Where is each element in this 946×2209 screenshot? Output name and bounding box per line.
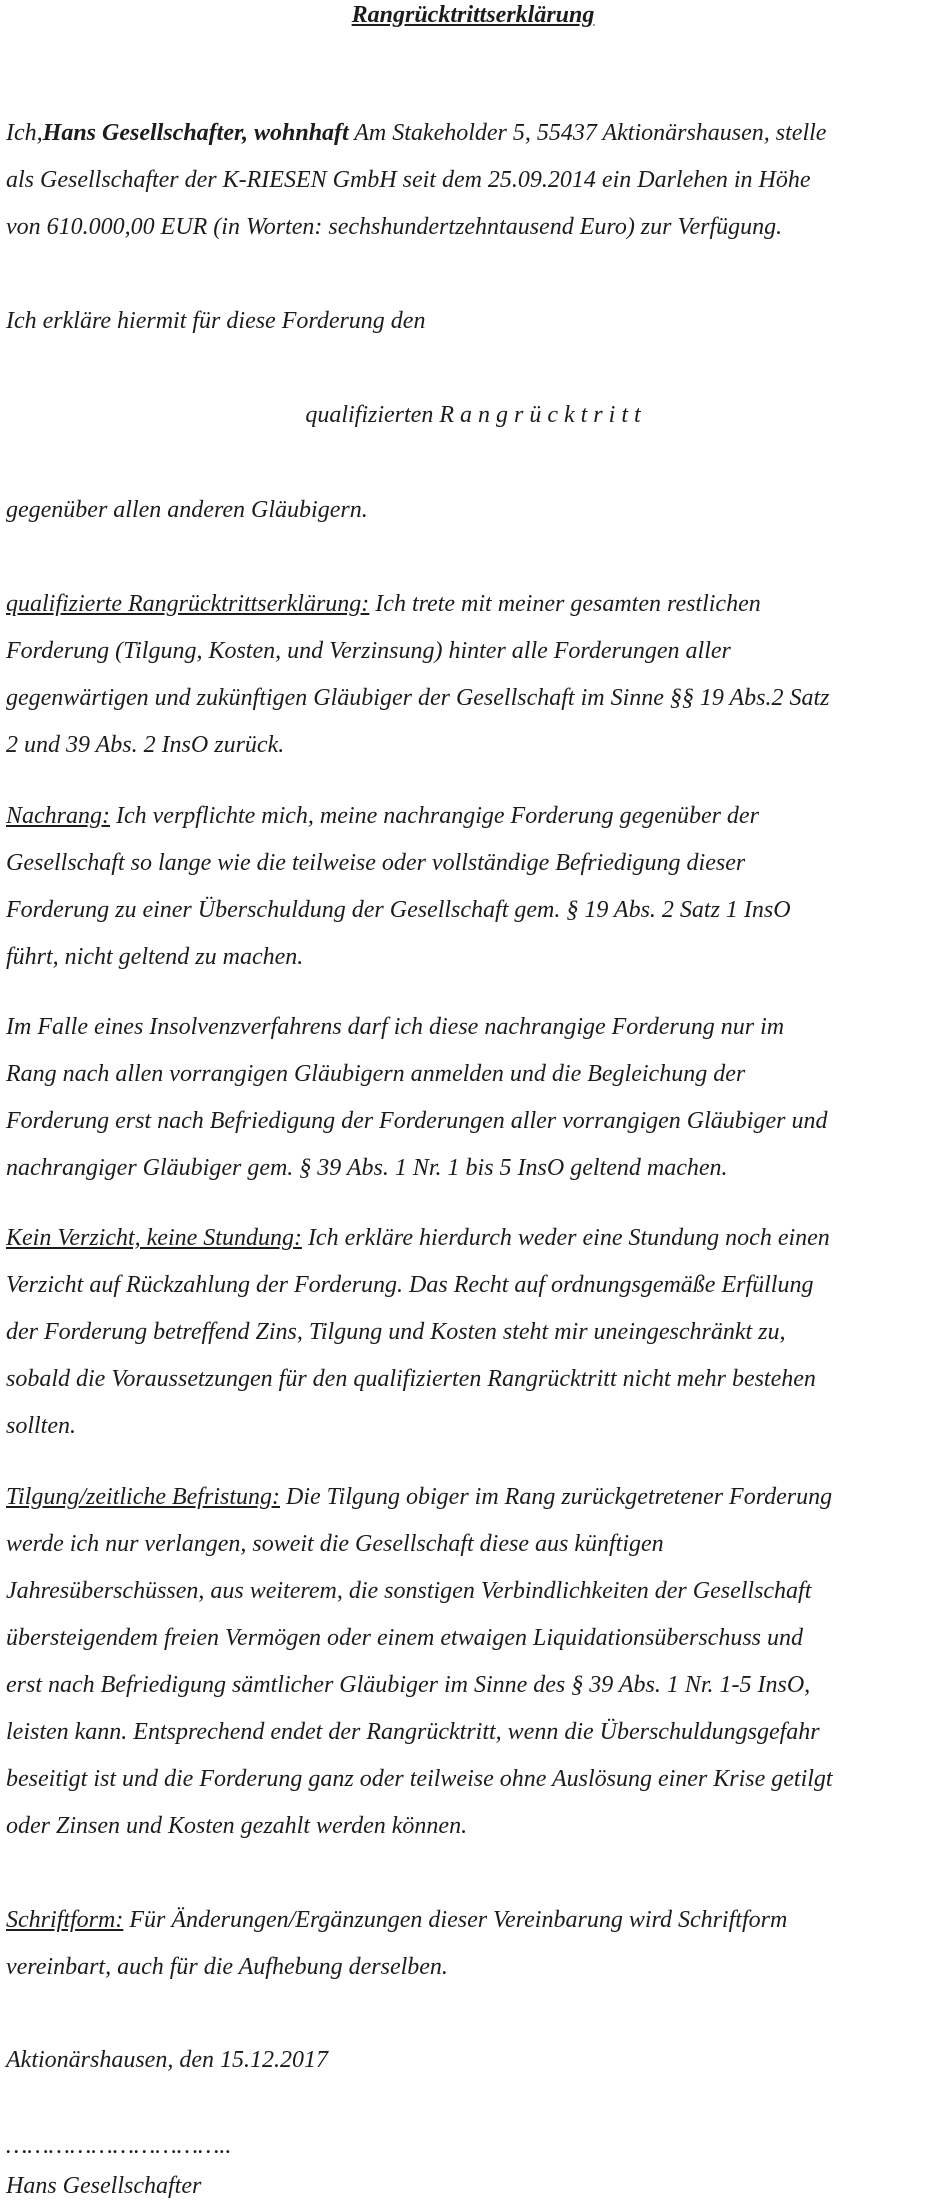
section-written-form-line: vereinbart, auch für die Aufhebung derselben. (6, 1954, 448, 1980)
section-nachrang-heading: Nachrang: (6, 803, 110, 829)
section-written-form (6, 1897, 946, 1991)
section-qualified-text: Ich trete mit meiner gesamten restlichen (369, 591, 761, 617)
document-title: Rangrücktrittserklärung (351, 2, 595, 28)
intro-address: Am Stakeholder 5, 55437 Aktionärshausen, stelle (348, 120, 827, 146)
section-repayment-line: beseitigt ist und die Forderung ganz oder teilweise ohne Auslösung einer Krise getilgt (6, 1766, 833, 1792)
section-qualified-line: gegenwärtigen und zukünftigen Gläubiger der Gesellschaft im Sinne §§ 19 Abs.2 Satz (6, 685, 830, 711)
section-repayment-line: oder Zinsen und Kosten gezahlt werden können. (6, 1813, 468, 1839)
section-written-form-text: Für Änderungen/Ergänzungen dieser Vereinbarung wird Schriftform (123, 1907, 788, 1933)
section-repayment-first-line (6, 1474, 946, 1521)
section-qualified-line: Forderung (Tilgung, Kosten, und Verzinsung) hinter alle Forderungen aller (6, 638, 731, 664)
section-qualified-heading: qualifizierte Rangrücktrittserklärung: (6, 591, 370, 617)
section-repayment-line: Jahresüberschüssen, aus weiterem, die sonstigen Verbindlichkeiten der Gesellschaft (6, 1578, 812, 1604)
section-qualified-first-line (6, 581, 946, 628)
section-repayment-line: erst nach Befriedigung sämtlicher Gläubiger im Sinne des § 39 Abs. 1 Nr. 1-5 InsO, (6, 1672, 811, 1698)
lender-name: Hans Gesellschafter, wohnhaft (42, 120, 349, 146)
section-no-waiver-first-line (6, 1215, 946, 1262)
section-no-waiver-line: Verzicht auf Rückzahlung der Forderung. Das Recht auf ordnungsgemäße Erfüllung (6, 1272, 814, 1298)
against-creditors-line: gegenüber allen anderen Gläubigern. (6, 497, 368, 523)
section-no-waiver-line: sobald die Voraussetzungen für den qualifizierten Rangrücktritt nicht mehr bestehen (6, 1366, 816, 1392)
section-qualified (6, 581, 946, 769)
section-nachrang (6, 793, 946, 981)
signature-line: ………………………….. (6, 2133, 232, 2159)
intro-prefix: Ich, (6, 120, 43, 146)
place-and-date: Aktionärshausen, den 15.12.2017 (6, 2047, 328, 2073)
section-no-waiver-heading: Kein Verzicht, keine Stundung: (6, 1225, 302, 1251)
section-repayment-text: Die Tilgung obiger im Rang zurückgetretener Forderung (279, 1484, 833, 1510)
declaration-line: Ich erkläre hiermit für diese Forderung den (6, 308, 426, 334)
section-insolvency-line: nachrangiger Gläubiger gem. § 39 Abs. 1 Nr. 1 bis 5 InsO geltend machen. (6, 1155, 728, 1181)
qualified-subordination-heading: qualifizierten R a n g r ü c k t r i t t (305, 402, 641, 428)
section-nachrang-text: Ich verpflichte mich, meine nachrangige Forderung gegenüber der (110, 803, 759, 829)
section-nachrang-line: Forderung zu einer Überschuldung der Gesellschaft gem. § 19 Abs. 2 Satz 1 InsO (6, 897, 791, 923)
section-qualified-line: 2 und 39 Abs. 2 InsO zurück. (6, 732, 285, 758)
section-repayment-heading: Tilgung/zeitliche Befristung: (6, 1484, 280, 1510)
section-repayment-line: übersteigendem freien Vermögen oder einem etwaigen Liquidationsüberschuss und (6, 1625, 803, 1651)
intro-line-1 (6, 110, 946, 157)
section-insolvency-line: Forderung erst nach Befriedigung der Forderungen aller vorrangigen Gläubiger und (6, 1108, 828, 1134)
section-nachrang-line: führt, nicht geltend zu machen. (6, 944, 304, 970)
section-repayment-line: werde ich nur verlangen, soweit die Gesellschaft diese aus künftigen (6, 1531, 664, 1557)
section-insolvency (6, 1004, 946, 1192)
section-no-waiver-line: der Forderung betreffend Zins, Tilgung und Kosten steht mir uneingeschränkt zu, (6, 1319, 786, 1345)
section-no-waiver-text: Ich erkläre hierdurch weder eine Stundung noch einen (301, 1225, 830, 1251)
section-repayment-line: leisten kann. Entsprechend endet der Rangrücktritt, wenn die Überschuldungsgefahr (6, 1719, 820, 1745)
section-no-waiver (6, 1215, 946, 1450)
section-written-form-heading: Schriftform: (6, 1907, 124, 1933)
intro-line-3: von 610.000,00 EUR (in Worten: sechshundertzehntausend Euro) zur Verfügung. (6, 214, 783, 240)
intro-line-2: als Gesellschafter der K-RIESEN GmbH seit dem 25.09.2014 ein Darlehen in Höhe (6, 167, 811, 193)
section-nachrang-first-line (6, 793, 946, 840)
signature-name: Hans Gesellschafter (6, 2173, 202, 2199)
section-no-waiver-line: sollten. (6, 1413, 76, 1439)
section-repayment (6, 1474, 946, 1850)
section-nachrang-line: Gesellschaft so lange wie die teilweise oder vollständige Befriedigung dieser (6, 850, 746, 876)
section-insolvency-line: Rang nach allen vorrangigen Gläubigern anmelden und die Begleichung der (6, 1061, 746, 1087)
intro-paragraph (6, 110, 946, 251)
section-insolvency-line: Im Falle eines Insolvenzverfahrens darf ich diese nachrangige Forderung nur im (6, 1014, 785, 1040)
section-written-form-first-line (6, 1897, 946, 1944)
